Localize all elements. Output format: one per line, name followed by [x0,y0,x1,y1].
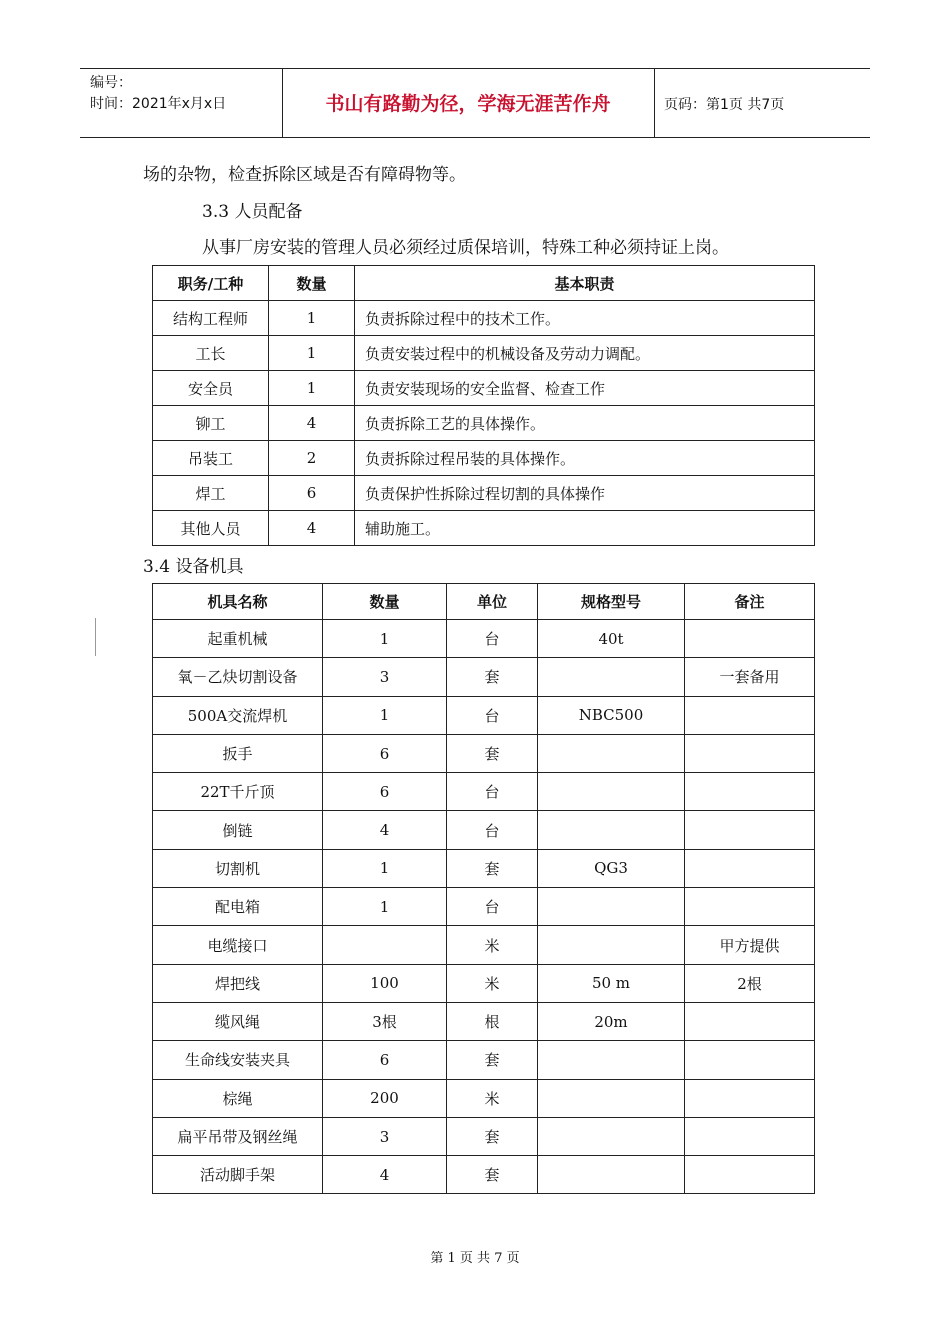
table-row [153,371,815,406]
table-cell: 台 [447,888,538,926]
table-cell: 台 [447,696,538,734]
table-cell: 4 [323,1156,447,1194]
table-cell: 氧－乙炔切割设备 [153,658,323,696]
table-cell [538,926,685,964]
table-cell [685,1156,815,1194]
table-cell: 辅助施工。 [355,511,815,546]
table-row [153,476,815,511]
table-cell: 活动脚手架 [153,1156,323,1194]
table-cell: 100 [323,964,447,1002]
table-cell: 负责安装过程中的机械设备及劳动力调配。 [355,336,815,371]
table-row [153,811,815,849]
header-motto: 书山有路勤为径，学海无涯苦作舟 [325,93,611,115]
table-cell: 台 [447,811,538,849]
header-page-number: 页码：第1页 共7页 [664,97,785,113]
table-cell: 米 [447,926,538,964]
table-cell: 台 [447,620,538,658]
table-row [153,964,815,1002]
table-row [153,773,815,811]
column-header: 规格型号 [538,584,685,620]
table-cell: 套 [447,1117,538,1155]
table-cell [685,1041,815,1079]
table-cell: 2根 [685,964,815,1002]
table-row [153,888,815,926]
table-cell [685,1117,815,1155]
table-row [153,926,815,964]
body-paragraph: 场的杂物，检查拆除区域是否有障碍物等。 [143,165,466,185]
table-row [153,1156,815,1194]
table-cell: 1 [269,301,355,336]
body-paragraph: 从事厂房安装的管理人员必须经过质保培训，特殊工种必须持证上岗。 [202,238,729,258]
equipment-table [152,583,815,1194]
table-cell: QG3 [538,849,685,887]
table-cell: 负责拆除过程中的技术工作。 [355,301,815,336]
table-cell: 4 [269,406,355,441]
section-heading-equipment: 3.4 设备机具 [143,557,244,577]
table-cell [538,773,685,811]
column-header: 数量 [269,266,355,301]
table-cell [323,926,447,964]
table-cell: 负责拆除工艺的具体操作。 [355,406,815,441]
page-footer: 第 1 页 共 7 页 [430,1251,520,1266]
table-row [153,511,815,546]
table-row [153,336,815,371]
table-cell [538,1079,685,1117]
table-cell: 缆风绳 [153,1002,323,1040]
column-header: 数量 [323,584,447,620]
table-row [153,406,815,441]
table-header-row [153,584,815,620]
table-cell: 1 [323,849,447,887]
table-row [153,1117,815,1155]
header-meta [90,73,226,115]
table-cell: 铆工 [153,406,269,441]
table-cell [538,658,685,696]
table-header-row [153,266,815,301]
table-row [153,441,815,476]
table-cell [685,1002,815,1040]
table-row [153,849,815,887]
table-cell: 4 [323,811,447,849]
table-cell: 20m [538,1002,685,1040]
table-cell [685,849,815,887]
table-cell: 6 [323,734,447,772]
table-row [153,1041,815,1079]
column-header: 基本职责 [355,266,815,301]
margin-mark [95,618,96,656]
table-cell: 一套备用 [685,658,815,696]
table-cell: 米 [447,1079,538,1117]
table-cell: 3 [323,1117,447,1155]
table-cell: 扳手 [153,734,323,772]
table-cell: 工长 [153,336,269,371]
column-header: 备注 [685,584,815,620]
table-cell: 配电箱 [153,888,323,926]
document-number-label: 编号： [90,75,132,91]
table-cell [685,696,815,734]
header-divider [654,69,655,137]
table-cell [685,888,815,926]
table-cell: 甲方提供 [685,926,815,964]
table-cell: 套 [447,1041,538,1079]
table-cell [685,811,815,849]
section-heading-staffing: 3.3 人员配备 [202,202,303,222]
table-cell: 结构工程师 [153,301,269,336]
table-cell: 40t [538,620,685,658]
table-cell: 套 [447,1156,538,1194]
table-cell [538,888,685,926]
table-cell: 扁平吊带及钢丝绳 [153,1117,323,1155]
table-cell: 米 [447,964,538,1002]
table-cell: 200 [323,1079,447,1117]
table-cell: 3根 [323,1002,447,1040]
table-cell: 6 [323,773,447,811]
table-row [153,301,815,336]
table-cell [685,1079,815,1117]
document-date-label: 时间：2021年x月x日 [90,96,227,112]
table-cell: 负责安装现场的安全监督、检查工作 [355,371,815,406]
table-cell [685,734,815,772]
table-row [153,1079,815,1117]
table-cell: 焊工 [153,476,269,511]
table-cell: 安全员 [153,371,269,406]
table-cell [685,773,815,811]
table-cell: 1 [323,888,447,926]
page-header [80,68,870,138]
table-cell: NBC500 [538,696,685,734]
table-cell: 3 [323,658,447,696]
table-row [153,658,815,696]
table-cell: 电缆接口 [153,926,323,964]
table-cell: 焊把线 [153,964,323,1002]
table-cell: 4 [269,511,355,546]
table-cell: 倒链 [153,811,323,849]
column-header: 单位 [447,584,538,620]
table-cell: 500A交流焊机 [153,696,323,734]
table-cell: 负责拆除过程吊装的具体操作。 [355,441,815,476]
table-cell: 根 [447,1002,538,1040]
table-cell: 套 [447,849,538,887]
table-cell: 其他人员 [153,511,269,546]
table-cell: 6 [323,1041,447,1079]
table-cell [538,1117,685,1155]
table-cell: 1 [269,336,355,371]
staff-table [152,265,815,546]
table-cell: 2 [269,441,355,476]
table-cell: 1 [323,620,447,658]
table-cell: 棕绳 [153,1079,323,1117]
table-row [153,1002,815,1040]
table-cell [538,1041,685,1079]
table-cell: 切割机 [153,849,323,887]
column-header: 职务/工种 [153,266,269,301]
table-cell: 1 [269,371,355,406]
table-cell [538,811,685,849]
table-cell: 生命线安装夹具 [153,1041,323,1079]
table-cell: 6 [269,476,355,511]
table-cell [685,620,815,658]
table-cell: 套 [447,658,538,696]
column-header: 机具名称 [153,584,323,620]
table-cell: 负责保护性拆除过程切割的具体操作 [355,476,815,511]
table-cell [538,734,685,772]
table-row [153,620,815,658]
table-cell: 吊装工 [153,441,269,476]
table-row [153,734,815,772]
table-cell: 台 [447,773,538,811]
table-cell: 50 m [538,964,685,1002]
table-cell [538,1156,685,1194]
table-cell: 22T千斤顶 [153,773,323,811]
table-row [153,696,815,734]
table-cell: 1 [323,696,447,734]
table-cell: 套 [447,734,538,772]
table-cell: 起重机械 [153,620,323,658]
